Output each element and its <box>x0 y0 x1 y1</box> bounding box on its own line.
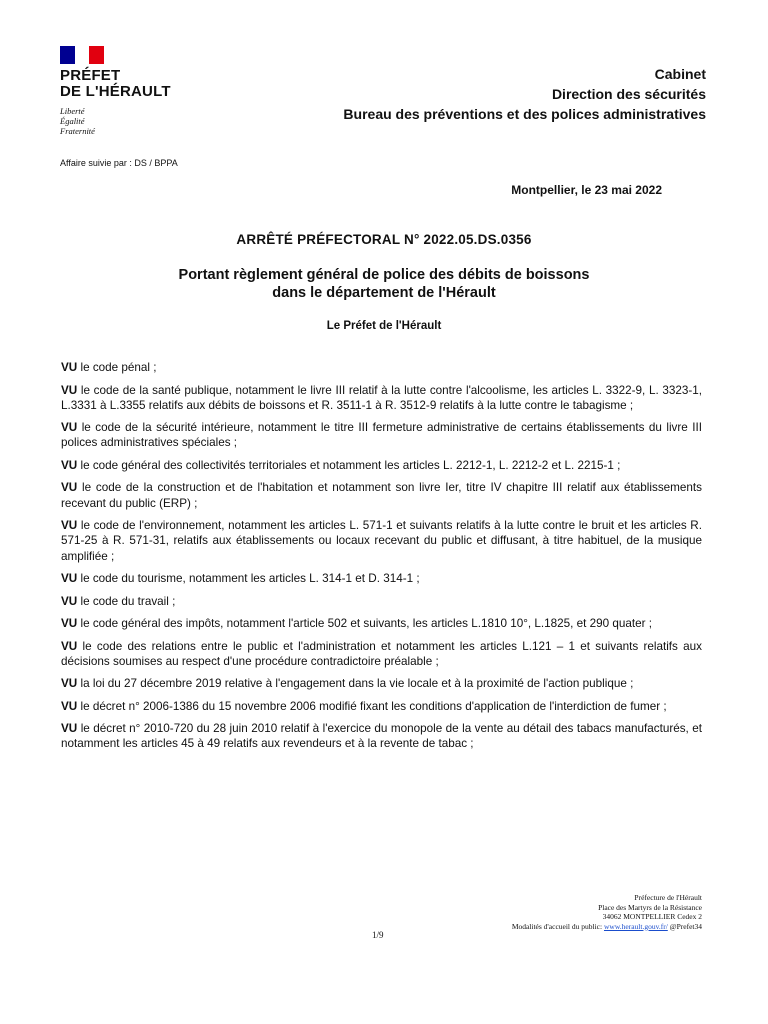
department-cabinet: Cabinet <box>654 66 706 82</box>
logo-line-2: DE L'HÉRAULT <box>60 83 171 100</box>
document-subject <box>0 266 768 302</box>
vu-lead: VU <box>61 699 78 713</box>
vu-text: le décret n° 2010-720 du 28 juin 2010 relatif à l'exercice du monopole de la vente au détail des tabacs manufacturés, et notamment les articles 45 à 49 relatifs aux revendeurs et à la revente de tabac ; <box>61 722 702 751</box>
vu-lead: VU <box>61 722 78 736</box>
prefet-heading: Le Préfet de l'Hérault <box>326 320 442 332</box>
department-block <box>343 64 706 124</box>
motto-fraternite: Fraternité <box>60 126 95 136</box>
vu-item <box>61 594 702 609</box>
vu-text: le code du tourisme, notamment les articles L. 314-1 et D. 314-1 ; <box>77 572 420 586</box>
vu-text: la loi du 27 décembre 2019 relative à l'engagement dans la vie locale et à la proximité de l'action publique ; <box>77 677 634 691</box>
vu-text: le code de la sécurité intérieure, notamment le titre III fermeture administrative de certains établissements du livre III polices administratives spéciales ; <box>61 421 702 450</box>
vu-item <box>61 360 702 375</box>
footer-prefix: Modalités d'accueil du public: <box>511 921 604 931</box>
vu-text: le code du travail ; <box>77 594 176 608</box>
motto-egalite: Égalité <box>60 116 85 126</box>
motto-liberte: Liberté <box>60 106 85 116</box>
vu-item <box>61 383 702 413</box>
affaire-suivie: Affaire suivie par : DS / BPPA <box>60 158 178 168</box>
footer-line-1: Préfecture de l'Hérault <box>634 893 702 902</box>
website-link[interactable]: www.herault.gouv.fr/ <box>603 921 668 931</box>
vu-item <box>61 616 702 631</box>
prefet-logo <box>60 46 200 136</box>
twitter-handle: @Prefet34 <box>667 921 702 931</box>
vu-text: le code général des impôts, notamment l'article 502 et suivants, les articles L.1810 10°, L.1825, et 290 quater ; <box>77 617 652 631</box>
vu-item <box>61 721 702 751</box>
vu-text: le code pénal ; <box>77 361 157 374</box>
footer-line-2: Place des Martyrs de la Résistance <box>598 902 702 912</box>
vu-text: le code de l'environnement, notamment les articles L. 571-1 et suivants relatifs à la lutte contre le bruit et les articles R. 571-25 à R. 571-31, relatifs aux établissements ou locaux recevant du public et diffusant, à titre habituel, de la musique amplifiée ; <box>61 519 702 563</box>
vu-lead: VU <box>61 519 78 533</box>
vu-list <box>61 360 702 759</box>
subject-line-2: dans le département de l'Hérault <box>272 285 496 301</box>
department-direction: Direction des sécurités <box>551 86 706 102</box>
vu-item <box>61 676 702 691</box>
vu-text: le code général des collectivités territoriales et notamment les articles L. 2212-1, L. 2212-2 et L. 2215-1 ; <box>77 458 621 472</box>
vu-lead: VU <box>61 421 78 435</box>
footer-line-3: 34062 MONTPELLIER Cedex 2 <box>602 912 702 921</box>
footer-line-4 <box>512 922 702 932</box>
vu-lead: VU <box>61 639 78 653</box>
document-date: Montpellier, le 23 mai 2022 <box>511 183 662 197</box>
vu-item <box>61 480 702 510</box>
vu-lead: VU <box>61 572 78 586</box>
vu-item <box>61 458 702 473</box>
vu-lead: VU <box>61 594 78 608</box>
marianne-flag-icon <box>60 46 104 64</box>
subject-line-1: Portant règlement général de police des débits de boissons <box>178 267 590 283</box>
department-bureau: Bureau des préventions et des polices administratives <box>343 106 706 122</box>
footer-address <box>512 893 702 931</box>
vu-lead: VU <box>61 617 78 631</box>
vu-lead: VU <box>61 677 78 691</box>
vu-lead: VU <box>61 458 78 472</box>
vu-text: le code des relations entre le public et l'administration et notamment les articles L.121 – 1 et suivants relatifs aux décisions soumises au respect d'une procédure contradictoire préalable ; <box>61 639 702 668</box>
vu-lead: VU <box>61 481 78 495</box>
page-number: 1/9 <box>372 930 384 940</box>
republic-motto <box>60 106 200 136</box>
vu-item <box>61 420 702 450</box>
vu-lead: VU <box>61 383 78 397</box>
vu-item <box>61 639 702 669</box>
document-title: ARRÊTÉ PRÉFECTORAL N° 2022.05.DS.0356 <box>236 232 532 247</box>
vu-text: le code de la construction et de l'habitation et notamment son livre Ier, titre IV chapitre III relatif aux établissements recevant du public (ERP) ; <box>61 481 702 510</box>
vu-lead: VU <box>61 361 78 374</box>
vu-item <box>61 518 702 564</box>
vu-item <box>61 571 702 586</box>
vu-item <box>61 699 702 714</box>
logo-line-1: PRÉFET <box>60 67 121 84</box>
vu-text: le décret n° 2006-1386 du 15 novembre 2006 modifié fixant les conditions d'application de l'interdiction de fumer ; <box>77 699 667 713</box>
vu-text: le code de la santé publique, notamment le livre III relatif à la lutte contre l'alcoolisme, les articles L. 3322-9, L. 3323-1, L.3331 à L.3355 relatifs aux débits de boissons et R. 3511-1 à R. 3512-9 relatifs à la lutte contre le tabagisme ; <box>61 383 702 412</box>
